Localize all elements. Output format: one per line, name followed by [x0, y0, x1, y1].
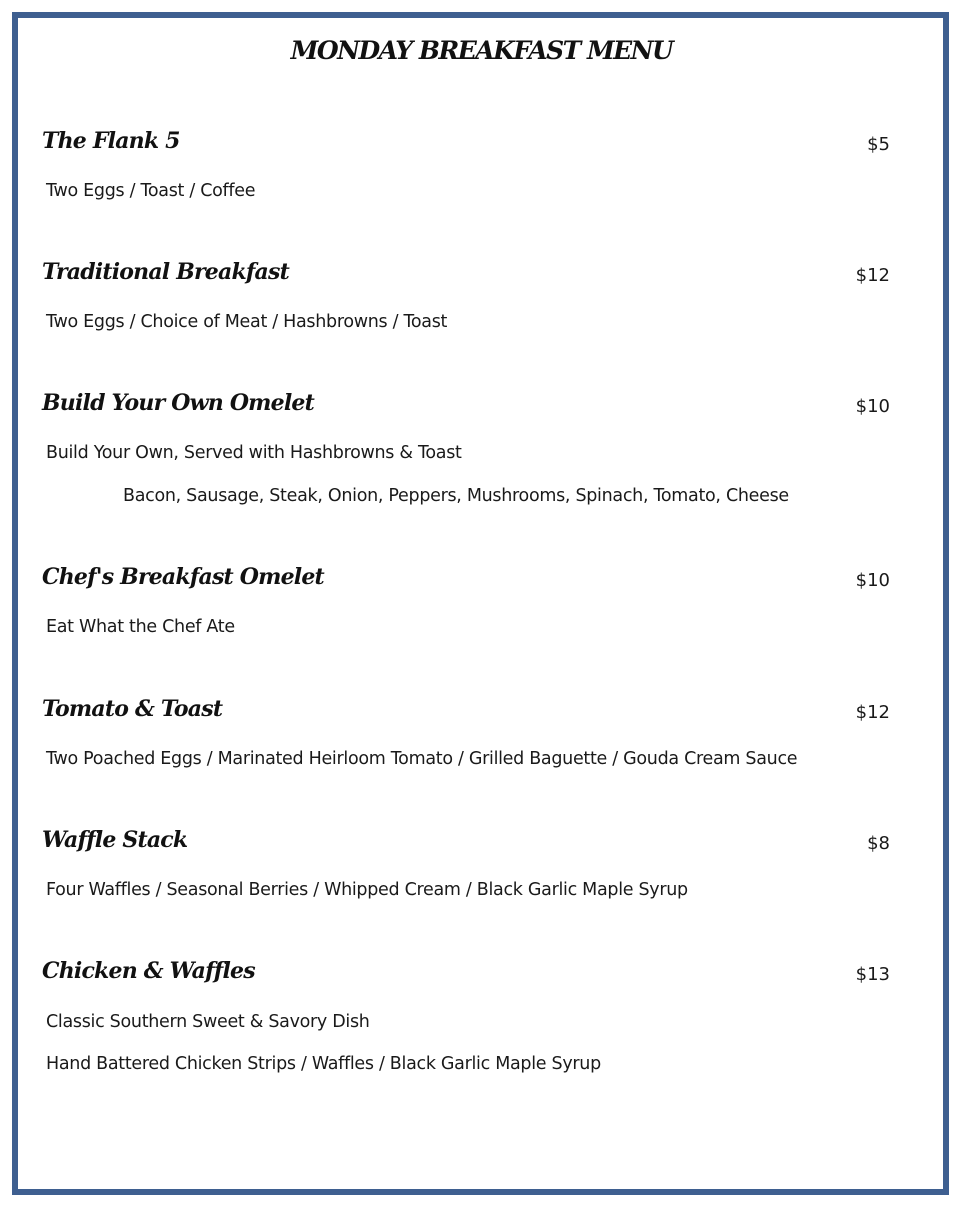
menu-item-description: Four Waffles / Seasonal Berries / Whipped Cream / Black Garlic Maple Syrup [46, 880, 688, 900]
menu-item-name: The Flank 5 [42, 128, 180, 154]
menu-item-description: Hand Battered Chicken Strips / Waffles / Black Garlic Maple Syrup [46, 1054, 601, 1074]
menu-item-name: Chicken & Waffles [42, 958, 255, 984]
menu-item-name: Build Your Own Omelet [42, 390, 314, 416]
menu-item-price: $5 [867, 134, 890, 155]
menu-title: MONDAY BREAKFAST MENU [290, 36, 673, 65]
menu-item-price: $12 [855, 702, 890, 723]
menu-item-price: $10 [855, 570, 890, 591]
menu-item-description: Classic Southern Sweet & Savory Dish [46, 1012, 370, 1032]
menu-item-price: $13 [855, 964, 890, 985]
menu-item-price: $10 [855, 396, 890, 417]
menu-item-description: Two Eggs / Toast / Coffee [46, 181, 256, 201]
menu-item-name: Waffle Stack [42, 827, 188, 853]
menu-item-name: Tomato & Toast [42, 696, 223, 722]
menu-item-price: $12 [855, 265, 890, 286]
menu-item-description: Two Eggs / Choice of Meat / Hashbrowns / Toast [46, 312, 448, 332]
menu-item-description: Eat What the Chef Ate [46, 617, 235, 637]
menu-item-name: Traditional Breakfast [42, 259, 289, 285]
menu-item-price: $8 [867, 833, 890, 854]
menu-item-description: Two Poached Eggs / Marinated Heirloom Tomato / Grilled Baguette / Gouda Cream Sauce [46, 749, 798, 769]
menu-item-description: Build Your Own, Served with Hashbrowns & Toast [46, 443, 462, 463]
menu-item-name: Chef's Breakfast Omelet [42, 564, 324, 590]
menu-item-options: Bacon, Sausage, Steak, Onion, Peppers, Mushrooms, Spinach, Tomato, Cheese [123, 486, 789, 506]
